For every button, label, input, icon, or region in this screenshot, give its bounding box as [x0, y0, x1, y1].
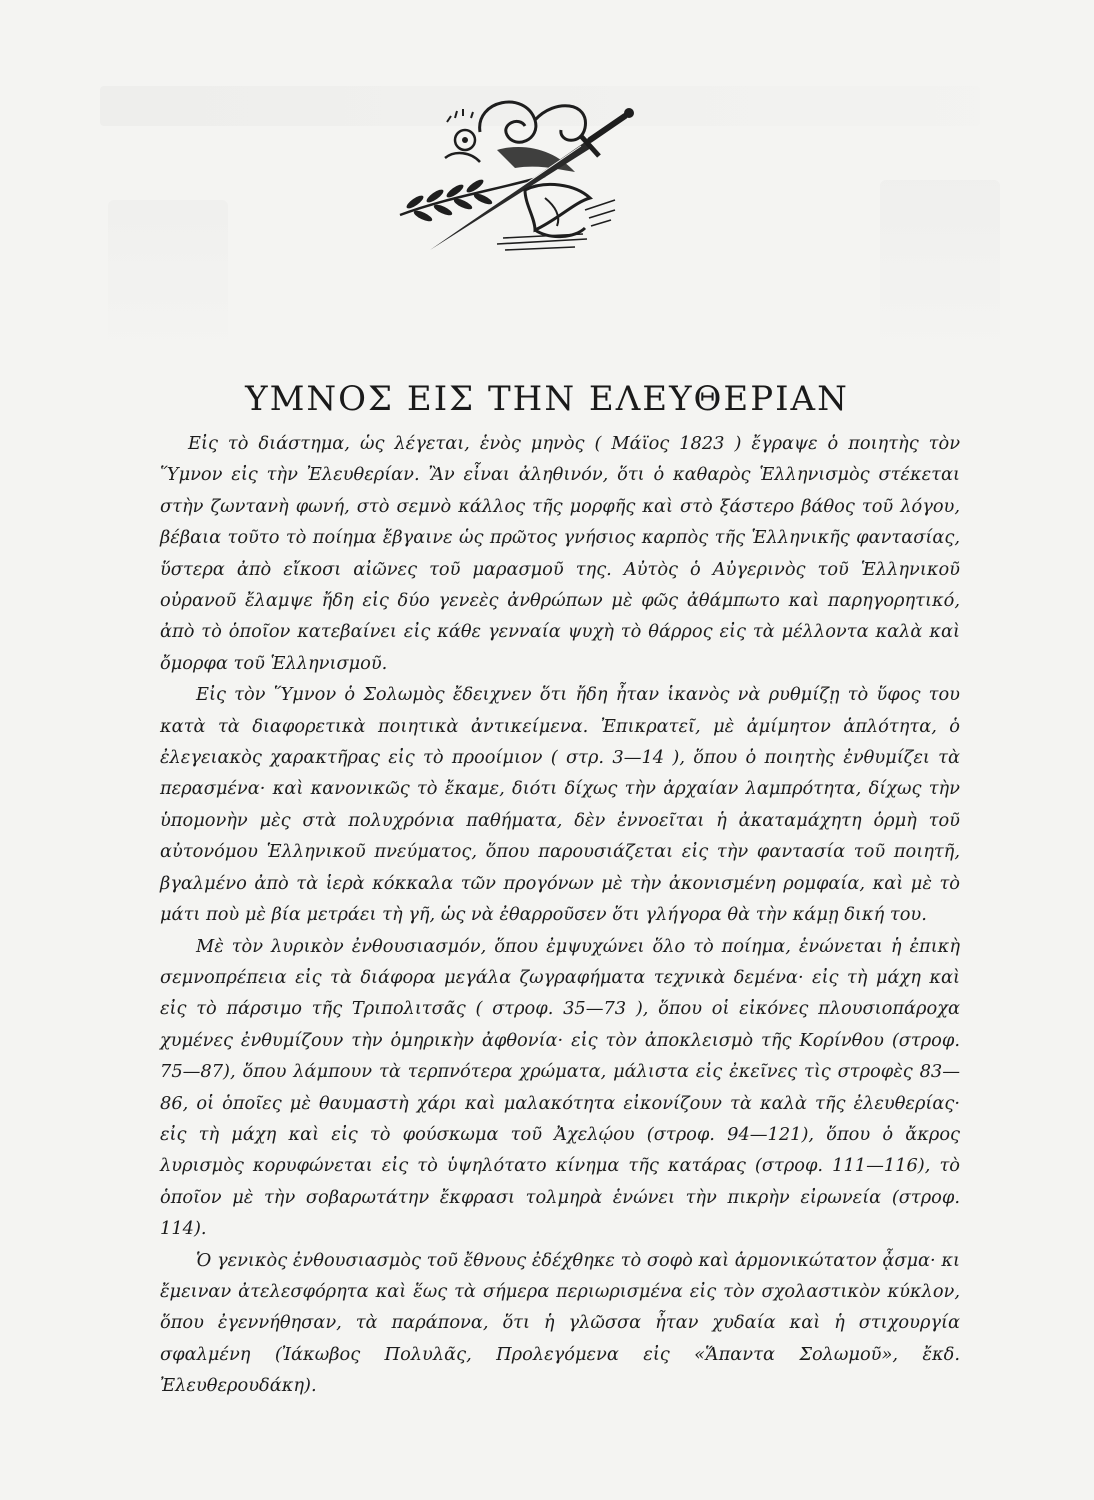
paragraph: Ὁ γενικὸς ἐνθουσιασμὸς τοῦ ἔθνους ἐδέχθηκε τὸ σοφὸ καὶ ἁρμονικώτατον ᾆσμα· κι ἔμειναν ἀτελεσφόρητα καὶ ἕως τὰ σήμερα περιωρισμένα εἰς τὸν σχολαστικὸν κύκλον, ὅπου ἐγεννήθησαν, τὰ παράπονα, ὅτι ἡ γλῶσσα ἦταν χυδαία καὶ ἡ στιχουργία σφαλμένη (Ἰάκωβος Πολυλᾶς, Προλεγόμενα εἰς «Ἅπαντα Σολωμοῦ», ἔκδ. Ἐλευθερουδάκη). — [160, 1249, 960, 1397]
body-text — [160, 428, 960, 1402]
sword-wheat-scroll-vignette-icon — [385, 80, 645, 255]
show-through-shadow-left — [108, 200, 228, 360]
paragraph: Μὲ τὸν λυρικὸν ἐνθουσιασμόν, ὅπου ἐμψυχώνει ὅλο τὸ ποίημα, ἑνώνεται ἡ ἐπικὴ σεμνοπρέπεια εἰς τὰ διάφορα μεγάλα ζωγραφήματα τεχνικὰ δεμένα· εἰς τὴ μάχη καὶ εἰς τὸ πάρσιμο τῆς Τριπολιτσᾶς ( στροφ. 35—73 ), ὅπου οἱ εἰκόνες πλουσιοπάροχα χυμένες ἐνθυμίζουν τὴν ὁμηρικὴν ἀφθονία· εἰς τὸν ἀποκλεισμὸ τῆς Κορίνθου (στροφ. 75—87), ὅπου λάμπουν τὰ τερπνότερα χρώματα, μάλιστα εἰς ἐκεῖνες τὶς στροφὲς 83—86, οἱ ὁποῖες μὲ θαυμαστὴ χάρι καὶ μαλακότητα εἰκονίζουν τὰ καλὰ τῆς ἐλευθερίας· εἰς τὴ μάχη καὶ εἰς τὸ φούσκωμα τοῦ Ἀχελῴου (στροφ. 94—121), ὅπου ὁ ἄκρος λυρισμὸς κορυφώνεται εἰς τὸ ὑψηλότατο κίνημα τῆς κατάρας (στροφ. 111—116), τὸ ὁποῖον μὲ τὴν σοβαρωτάτην ἔκφρασι τολμηρὰ ἑνώνει τὴν πικρὴν εἰρωνεία (στροφ. 114). — [160, 935, 960, 1240]
paragraph: Εἰς τὸν Ὕμνον ὁ Σολωμὸς ἔδειχνεν ὅτι ἤδη ἦταν ἱκανὸς νὰ ρυθμίζῃ τὸ ὕφος του κατὰ τὰ διαφορετικὰ ποιητικὰ ἀντικείμενα. Ἐπικρατεῖ, μὲ ἀμίμητον ἁπλότητα, ὁ ἐλεγειακὸς χαρακτῆρας εἰς τὸ προοίμιον ( στρ. 3—14 ), ὅπου ὁ ποιητὴς ἐνθυμίζει τὰ περασμένα· καὶ κανονικῶς τὸ ἔκαμε, διότι δίχως τὴν ἀρχαίαν λαμπρότητα, δίχως τὴν ὑπομονὴν μὲς στὰ πολυχρόνια παθήματα, δὲν ἐννοεῖται ἡ ἀκαταμάχητη ὁρμὴ τοῦ αὐτονόμου Ἑλληνικοῦ πνεύματος, ὅπου παρουσιάζεται εἰς τὴν φαντασία τοῦ ποιητῆ, βγαλμένο ἀπὸ τὰ ἱερὰ κόκκαλα τῶν προγόνων μὲ τὴν ἀκονισμένη ρομφαία, καὶ μὲ τὸ μάτι ποὺ μὲ βία μετράει τὴ γῆ, ὡς νὰ ἐθαρροῦσεν ὅτι γλήγορα θὰ τὴν κάμῃ δική του. — [160, 684, 960, 926]
show-through-shadow-right — [880, 180, 1000, 360]
paragraph: Εἰς τὸ διάστημα, ὡς λέγεται, ἑνὸς μηνὸς ( Μάϊος 1823 ) ἔγραψε ὁ ποιητὴς τὸν Ὕμνον εἰς τὴν Ἐλευθερίαν. Ἂν εἶναι ἀληθινόν, ὅτι ὁ καθαρὸς Ἑλληνισμὸς στέκεται στὴν ζωντανὴ φωνή, στὸ σεμνὸ κάλλος τῆς μορφῆς καὶ στὸ ξάστερο βάθος τοῦ λόγου, βέβαια τοῦτο τὸ ποίημα ἔβγαινε ὡς πρῶτος γνήσιος καρπὸς τῆς Ἑλληνικῆς φαντασίας, ὕστερα ἀπὸ εἴκοσι αἰῶνες τοῦ μαρασμοῦ της. Αὐτὸς ὁ Αὐγερινὸς τοῦ Ἑλληνικοῦ οὐρανοῦ ἔλαμψε ἤδη εἰς δύο γενεὲς ἀνθρώπων μὲ φῶς ἀθάμπωτο καὶ παρηγορητικό, ἀπὸ τὸ ὁποῖον κατεβαίνει εἰς κάθε γενναία ψυχὴ τὸ θάρρος εἰς τὰ μέλλοντα καλὰ καὶ ὄμορφα τοῦ Ἑλληνισμοῦ. — [160, 433, 960, 674]
page-title: ΥΜΝΟΣ ΕΙΣ ΤΗΝ ΕΛΕΥΘΕΡΙΑΝ — [245, 378, 849, 419]
